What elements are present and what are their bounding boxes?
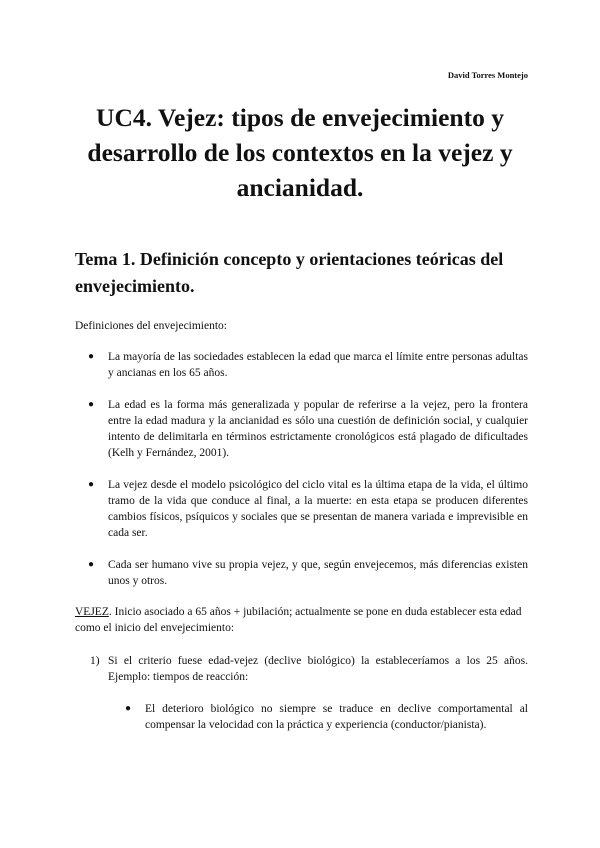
list-item-text: La mayoría de las sociedades establecen la edad que marca el límite entre personas adultas y ancianas en los 65 años. bbox=[108, 351, 528, 379]
definitions-heading: Definiciones del envejecimiento: bbox=[75, 320, 227, 332]
bullet-dot-icon: ● bbox=[88, 399, 95, 410]
list-number: 1) bbox=[90, 655, 100, 667]
section-title: Tema 1. Definición concepto y orientaciones teóricas del envejecimiento. bbox=[75, 249, 504, 296]
bullet-dot-icon: ● bbox=[88, 479, 95, 490]
list-item bbox=[88, 349, 528, 381]
numbered-item-text: Si el criterio fuese edad-vejez (declive biológico) la estableceríamos a los 25 años. Ejemplo: tiempos de reacción: bbox=[108, 655, 528, 683]
list-item-text: Cada ser humano vive su propia vejez, y que, según envejecemos, más diferencias existen unos y otros. bbox=[108, 559, 528, 587]
vejez-text: . Inicio asociado a 65 años + jubilación; actualmente se pone en duda establecer esta edad como el inicio del envejecimiento: bbox=[75, 606, 522, 634]
bullet-dot-icon: ● bbox=[88, 351, 95, 362]
vejez-label: VEJEZ bbox=[75, 606, 109, 618]
list-item bbox=[88, 557, 528, 589]
bullet-dot-icon: ● bbox=[88, 559, 95, 570]
list-item-text: La edad es la forma más generalizada y popular de referirse a la vejez, pero la frontera entre la edad madura y la ancianidad es sólo una cuestión de definición social, y cualquier intento de delimitarla en términos estrictamente cronológicos está plagado de dificultades (Kelh y Fernández, 2001). bbox=[108, 399, 528, 459]
list-item bbox=[88, 477, 528, 541]
list-item bbox=[88, 397, 528, 461]
list-item-text: La vejez desde el modelo psicológico del ciclo vital es la última etapa de la vida, el último tramo de la vida que conduce al final, a la muerte: en esta etapa se producen diferentes cambios físicos, psíquicos y sociales que se presentan de manera variada e imprevisible en cada ser. bbox=[108, 479, 528, 539]
sub-list-item bbox=[125, 701, 528, 733]
author-name: David Torres Montejo bbox=[447, 70, 528, 80]
bullet-dot-icon: ● bbox=[125, 703, 132, 714]
vejez-paragraph bbox=[75, 604, 527, 636]
sub-list-item-text: El deterioro biológico no siempre se traduce en declive comportamental al compensar la velocidad con la práctica y experiencia (conductor/pianista). bbox=[145, 703, 528, 731]
document-title: UC4. Vejez: tipos de envejecimiento y desarrollo de los contextos en la vejez y ancianidad. bbox=[87, 103, 513, 202]
